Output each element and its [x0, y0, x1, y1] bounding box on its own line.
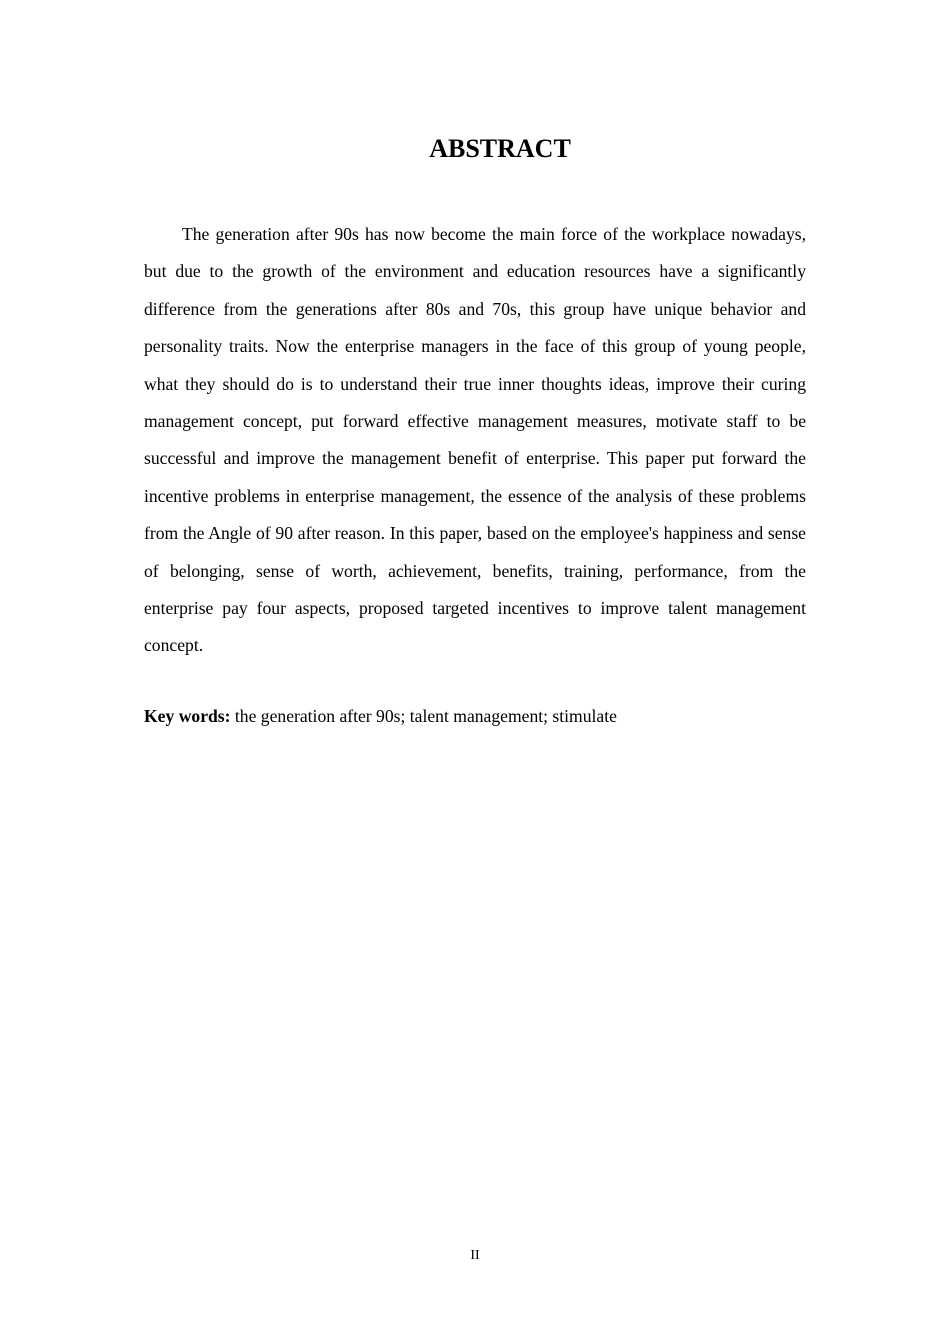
keywords-line	[144, 700, 806, 732]
page-title: ABSTRACT	[429, 134, 571, 163]
keywords-text: the generation after 90s; talent management; stimulate	[230, 706, 617, 726]
abstract-paragraph: The generation after 90s has now become the main force of the workplace nowadays, but due to the growth of the environment and education resources have a significantly difference from the generations after 80s and 70s, this group have unique behavior and personality traits. Now the enterprise managers in the face of this group of young people, what they should do is to understand their true inner thoughts ideas, improve their curing management concept, put forward effective management measures, motivate staff to be successful and improve the management benefit of enterprise. This paper put forward the incentive problems in enterprise management, the essence of the analysis of these problems from the Angle of 90 after reason. In this paper, based on the employee's happiness and sense of belonging, sense of worth, achievement, benefits, training, performance, from the enterprise pay four aspects, proposed targeted incentives to improve talent management concept.	[144, 224, 806, 656]
page-number: II	[470, 1248, 480, 1263]
keywords-label: Key words:	[144, 706, 231, 726]
